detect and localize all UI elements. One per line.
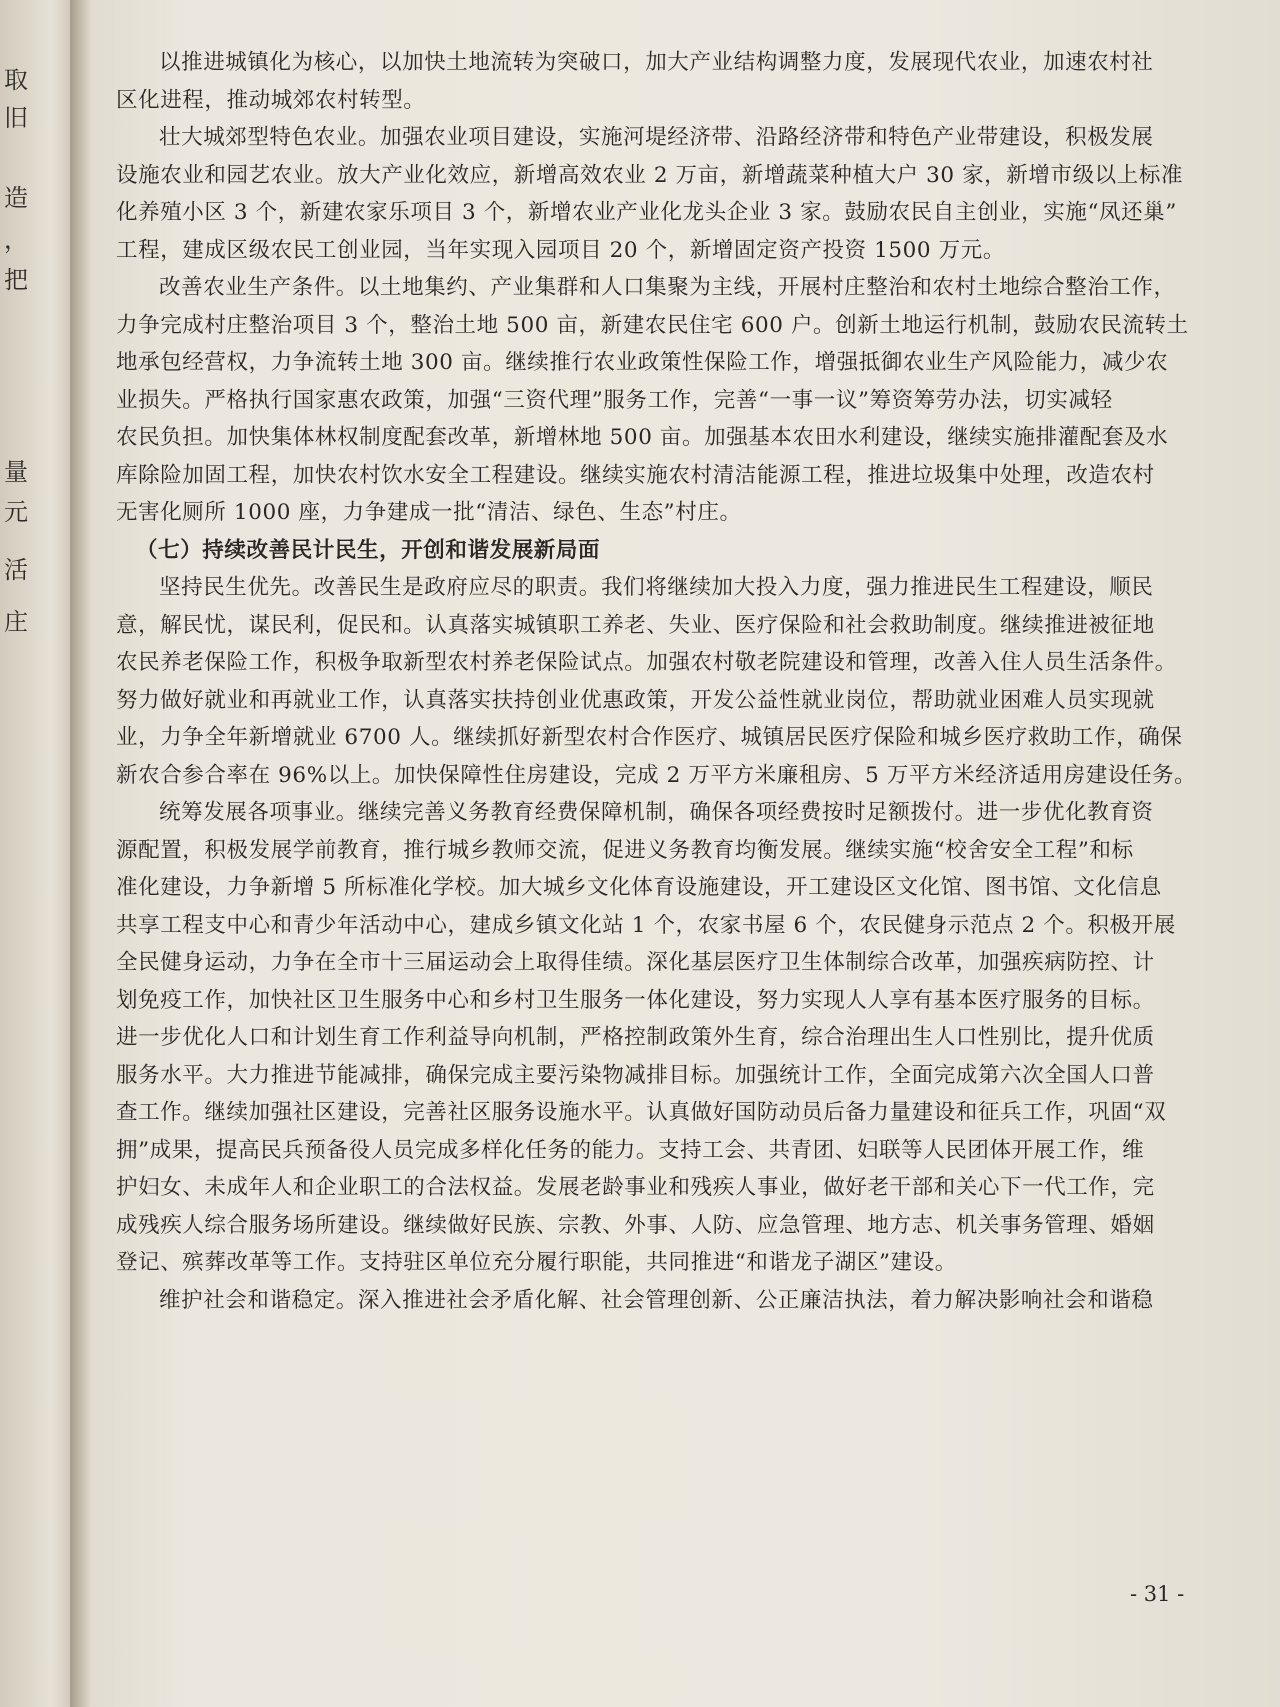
section-heading: （七）持续改善民计民生，开创和谐发展新局面 — [136, 537, 601, 563]
text-line: 拥”成果，提高民兵预备役人员完成多样化任务的能力。支持工会、共青团、妇联等人民团体开展工作，维 — [116, 1137, 1145, 1163]
text-line: 成残疾人综合服务场所建设。继续做好民族、宗教、外事、人防、应急管理、地方志、机关事务管理、婚姻 — [116, 1212, 1155, 1238]
text-line: 全民健身运动，力争在全市十三届运动会上取得佳绩。深化基层医疗卫生体制综合改革，加强疾病防控、计 — [116, 950, 1155, 975]
text-line: 共享工程支中心和青少年活动中心，建成乡镇文化站 1 个，农家书屋 6 个，农民健身示范点 2 个。积极开展 — [116, 912, 1176, 938]
text-line: 力争完成村庄整治项目 3 个，整治土地 500 亩，新建农民住宅 600 户。创新土地运行机制，鼓励农民流转土 — [116, 312, 1189, 338]
text-line: 壮大城郊型特色农业。加强农业项目建设，实施河堤经济带、沿路经济带和特色产业带建设，积极发展 — [159, 125, 1154, 150]
text-line: 查工作。继续加强社区建设，完善社区服务设施水平。认真做好国防动员后备力量建设和征兵工作，巩固“双 — [116, 1100, 1167, 1125]
text-line: 登记、殡葬改革等工作。支持驻区单位充分履行职能，共同推进“和谐龙子湖区”建设。 — [116, 1250, 957, 1275]
text-line: 农民养老保险工作，积极争取新型农村养老保险试点。加强农村敬老院建设和管理，改善入住人员生活条件。 — [116, 650, 1177, 675]
text-line: 以推进城镇化为核心，以加快土地流转为突破口，加大产业结构调整力度，发展现代农业，加速农村社 — [159, 50, 1154, 75]
text-line: 意，解民忧，谋民利，促民和。认真落实城镇职工养老、失业、医疗保险和社会救助制度。继续推进被征地 — [116, 612, 1155, 638]
text-line: 工程，建成区级农民工创业园，当年实现入园项目 20 个，新增固定资产投资 1500 万元。 — [116, 237, 1005, 263]
left-page-edge — [0, 0, 74, 1707]
text-line: 农民负担。加快集体林权制度配套改革，新增林地 500 亩。加强基本农田水利建设，继续实施排灌配套及水 — [116, 425, 1169, 450]
text-line: 统筹发展各项事业。继续完善义务教育经费保障机制，确保各项经费按时足额拨付。进一步优化教育资 — [159, 800, 1154, 825]
left-page-fragment: 旧 — [4, 104, 28, 132]
text-line: 服务水平。大力推进节能减排，确保完成主要污染物减排目标。加强统计工作，全面完成第六次全国人口普 — [116, 1062, 1155, 1088]
book-gutter — [70, 0, 92, 1707]
text-line: 护妇女、未成年人和企业职工的合法权益。发展老龄事业和残疾人事业，做好老干部和关心下一代工作，完 — [116, 1175, 1155, 1200]
left-page-fragment: 庄 — [4, 608, 28, 636]
text-line: 维护社会和谐稳定。深入推进社会矛盾化解、社会管理创新、公正廉洁执法，着力解决影响社会和谐稳 — [159, 1287, 1154, 1313]
text-line: 坚持民生优先。改善民生是政府应尽的职责。我们将继续加大投入力度，强力推进民生工程建设，顺民 — [159, 575, 1154, 600]
left-page-fragment: ， — [4, 226, 28, 254]
text-line: 库除险加固工程，加快农村饮水安全工程建设。继续实施农村清洁能源工程，推进垃圾集中处理，改造农村 — [116, 462, 1155, 488]
text-line: 新农合参合率在 96%以上。加快保障性住房建设，完成 2 万平方米廉租房、5 万平方米经济适用房建设任务。 — [116, 762, 1197, 788]
text-line: 进一步优化人口和计划生育工作利益导向机制，严格控制政策外生育，综合治理出生人口性别比，提升优质 — [116, 1025, 1155, 1050]
left-page-fragment: 量 — [4, 458, 28, 486]
page-number: - 31 - — [1130, 1582, 1185, 1606]
left-page-fragment: 把 — [4, 266, 28, 294]
document-page — [92, 0, 1280, 1707]
text-line: 改善农业生产条件。以土地集约、产业集群和人口集聚为主线，开展村庄整治和农村土地综合整治工作， — [159, 275, 1176, 300]
text-line: 设施农业和园艺农业。放大产业化效应，新增高效农业 2 万亩，新增蔬菜种植大户 30 家，新增市级以上标准 — [116, 162, 1184, 188]
left-page-fragment: 取 — [4, 66, 28, 94]
left-page-fragment: 元 — [4, 498, 28, 526]
body-text — [116, 44, 1196, 1319]
text-line: 无害化厕所 1000 座，力争建成一批“清洁、绿色、生态”村庄。 — [116, 500, 742, 525]
text-line: 业，力争全年新增就业 6700 人。继续抓好新型农村合作医疗、城镇居民医疗保险和城乡医疗救助工作，确保 — [116, 725, 1183, 750]
text-line: 努力做好就业和再就业工作，认真落实扶持创业优惠政策，开发公益性就业岗位，帮助就业困难人员实现就 — [116, 687, 1155, 713]
left-page-fragment: 活 — [4, 556, 28, 584]
text-line: 准化建设，力争新增 5 所标准化学校。加大城乡文化体育设施建设，开工建设区文化馆、图书馆、文化信息 — [116, 875, 1162, 900]
text-line: 源配置，积极发展学前教育，推行城乡教师交流，促进义务教育均衡发展。继续实施“校舍安全工程”和标 — [116, 837, 1134, 863]
text-line: 区化进程，推动城郊农村转型。 — [116, 87, 426, 113]
text-line: 地承包经营权，力争流转土地 300 亩。继续推行农业政策性保险工作，增强抵御农业生产风险能力，减少农 — [116, 350, 1169, 375]
text-line: 化养殖小区 3 个，新建农家乐项目 3 个，新增农业产业化龙头企业 3 家。鼓励农民自主创业，实施“凤还巢” — [116, 200, 1177, 225]
text-line: 业损失。严格执行国家惠农政策，加强“三资代理”服务工作，完善“一事一议”筹资筹劳办法，切实减轻 — [116, 387, 1113, 413]
left-page-fragment: 造 — [4, 184, 28, 212]
text-line: 划免疫工作，加快社区卫生服务中心和乡村卫生服务一体化建设，努力实现人人享有基本医疗服务的目标。 — [116, 987, 1155, 1013]
